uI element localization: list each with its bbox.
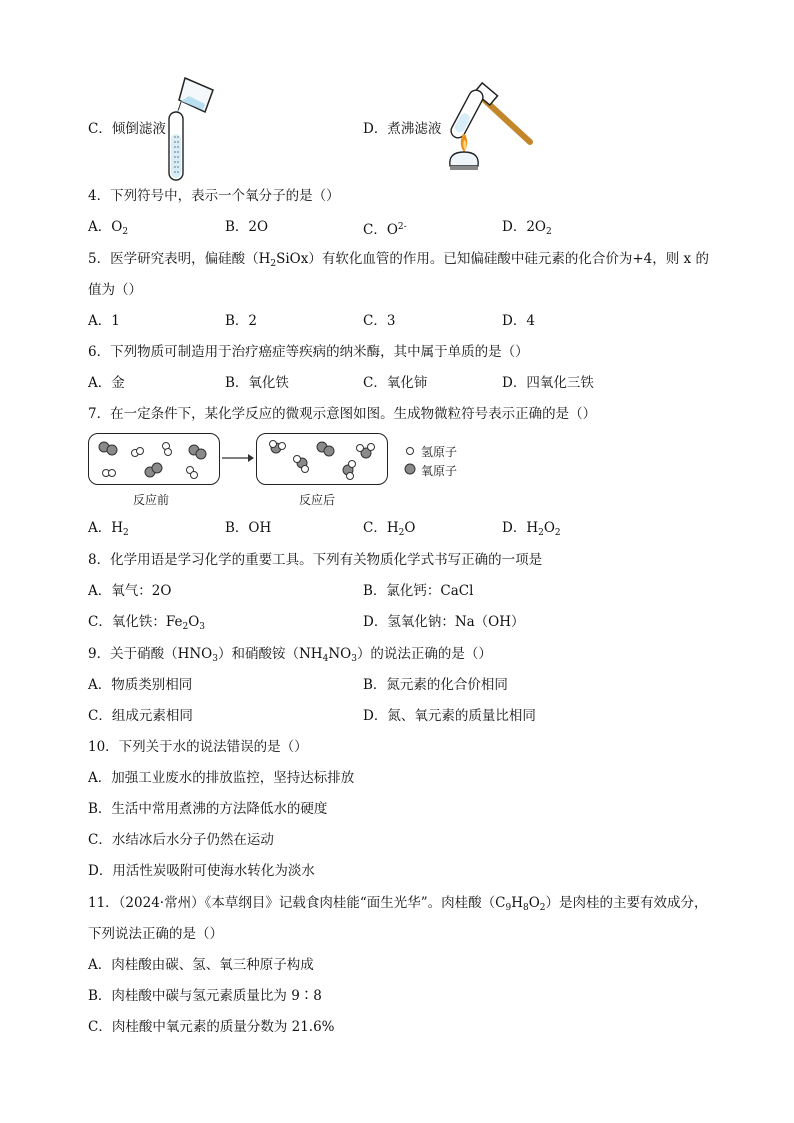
q4-option-d[interactable]: D．$2O_2$ <box>502 219 552 237</box>
q11-stem: 11．（2024·常州）《本草纲目》记载食肉桂能“面生光华”。肉桂酸$(C_9H_8O_2)$是肉桂的主要有效成分， <box>88 895 708 913</box>
legend-oxygen-label: 氧原子 <box>421 464 458 478</box>
q6-option-d[interactable]: D．四氧化三铁 <box>502 375 594 391</box>
legend-hydrogen-label: 氢原子 <box>421 445 458 459</box>
q7-option-d[interactable]: D．$H_2O_2$ <box>502 520 561 538</box>
q5-option-d[interactable]: D．4 <box>502 313 535 329</box>
after-reaction-molecules <box>256 433 388 485</box>
q10-option-d[interactable]: D．用活性炭吸附可使海水转化为淡水 <box>88 863 315 879</box>
q7-stem: 7．在一定条件下，某化学反应的微观示意图如图。生成物微粒符号表示正确的是（） <box>88 406 597 422</box>
before-reaction-molecules <box>88 433 220 485</box>
q7-option-b[interactable]: B．OH <box>225 520 272 536</box>
q10-option-a[interactable]: A．加强工业废水的排放监控，坚持达标排放 <box>88 770 355 786</box>
q6-stem: 6．下列物质可制造用于治疗癌症等疾病的纳米酶，其中属于单质的是（） <box>88 344 529 360</box>
q9-option-a[interactable]: A．物质类别相同 <box>88 677 193 693</box>
q11-option-a[interactable]: A．肉桂酸由碳、氢、氧三种原子构成 <box>88 957 314 973</box>
q8-stem: 8．化学用语是学习化学的重要工具。下列有关物质化学式书写正确的一项是 <box>88 552 543 568</box>
q10-option-b[interactable]: B．生活中常用煮沸的方法降低水的硬度 <box>88 801 328 817</box>
q3-option-d[interactable]: D．煮沸滤液 <box>363 121 442 137</box>
q7-option-c[interactable]: C．$H_2O$ <box>363 520 416 538</box>
pouring-filtrate-illustration <box>163 74 223 184</box>
q10-option-c[interactable]: C．水结冰后水分子仍然在运动 <box>88 832 274 848</box>
q9-stem: 9．关于硝酸$(HNO_3)$和硝酸铵$(NH_4NO_3)$的说法正确的是（） <box>88 646 492 664</box>
q4-option-c[interactable]: C．$O^{2-}$ <box>363 222 407 238</box>
q6-option-a[interactable]: A．金 <box>88 375 125 391</box>
q11-option-c[interactable]: C．肉桂酸中氧元素的质量分数为 21.6% <box>88 1019 335 1035</box>
reaction-arrow-icon <box>220 452 256 464</box>
q8-option-b[interactable]: B．氯化钙：CaCl <box>363 583 474 599</box>
q11-option-b[interactable]: B．肉桂酸中碳与氢元素质量比为 9∶8 <box>88 988 322 1004</box>
q4-option-a[interactable]: A．$O_2$ <box>88 219 129 237</box>
q7-option-a[interactable]: A．$H_2$ <box>88 520 129 538</box>
q4-option-b[interactable]: B．2O <box>225 219 269 235</box>
q4-stem: 4．下列符号中，表示一个氧分子的是（） <box>88 188 340 204</box>
boiling-filtrate-illustration <box>438 80 538 180</box>
q8-option-a[interactable]: A．氧气：2O <box>88 583 172 599</box>
q8-option-c[interactable]: C．氧化铁：$Fe_2O_3$ <box>88 614 205 632</box>
q9-option-c[interactable]: C．组成元素相同 <box>88 708 193 724</box>
q10-stem: 10．下列关于水的说法错误的是（） <box>88 739 308 755</box>
q5-option-a[interactable]: A．1 <box>88 313 120 329</box>
before-reaction-label: 反应前 <box>133 493 170 507</box>
q5-stem: 5．医学研究表明，偏硅酸$(H_2SiOx)$有软化血管的作用。已知偏硅酸中硅元素的化合价为+4，则 x 的 <box>88 251 709 269</box>
q5-option-b[interactable]: B．2 <box>225 313 258 329</box>
q5-option-c[interactable]: C．3 <box>363 313 396 329</box>
hydrogen-atom-legend-icon <box>404 445 416 457</box>
oxygen-atom-legend-icon <box>404 463 416 475</box>
q6-option-c[interactable]: C．氧化铈 <box>363 375 428 391</box>
after-reaction-label: 反应后 <box>299 493 336 507</box>
q8-option-d[interactable]: D．氢氧化钠：Na（OH） <box>363 614 525 630</box>
q5-stem-line2: 值为（） <box>88 282 142 298</box>
q11-stem-line2: 下列说法正确的是（） <box>88 926 223 942</box>
q6-option-b[interactable]: B．氧化铁 <box>225 375 289 391</box>
q3-option-c[interactable]: C．倾倒滤液 <box>88 121 166 137</box>
q9-option-d[interactable]: D．氮、氧元素的质量比相同 <box>363 708 536 724</box>
q9-option-b[interactable]: B．氮元素的化合价相同 <box>363 677 508 693</box>
